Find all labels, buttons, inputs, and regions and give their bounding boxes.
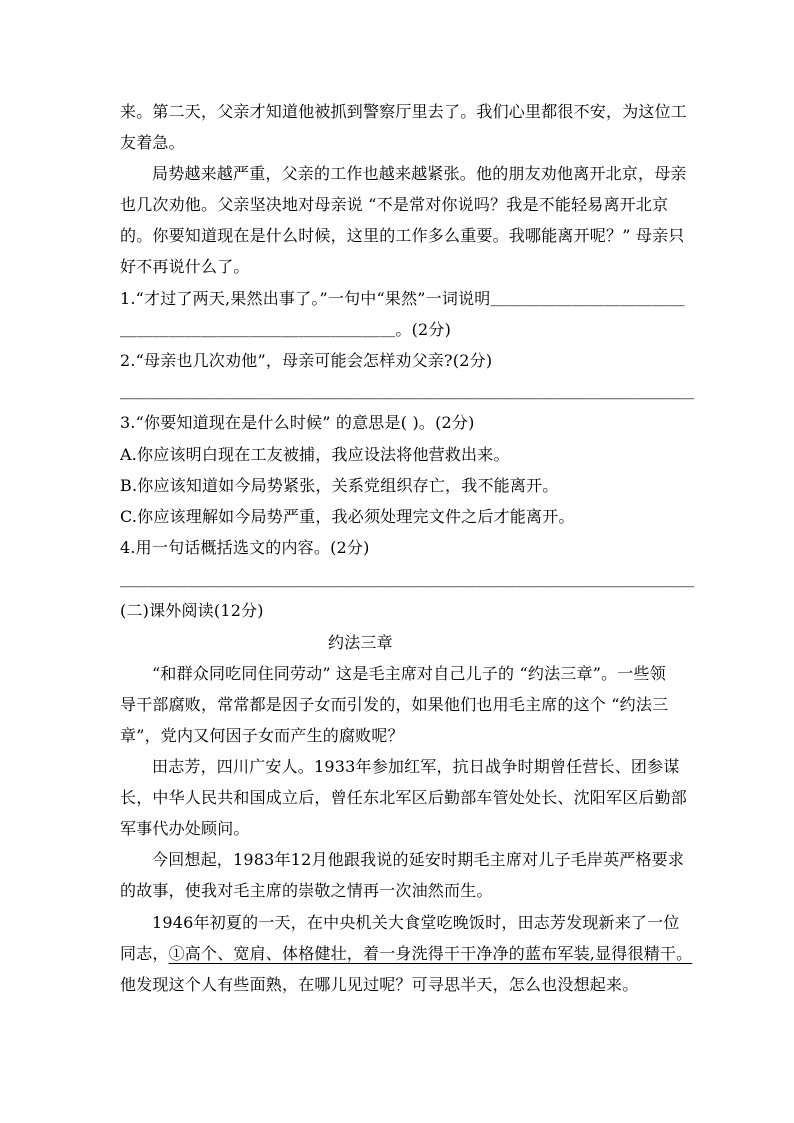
answer-blank-2: ＿＿＿＿＿＿＿＿＿＿＿＿＿＿＿＿＿＿＿＿＿＿＿＿＿＿＿＿＿＿＿＿＿＿＿＿＿＿＿＿＿＿ (120, 382, 695, 401)
option-b: B.你应该知道如今局势紧张，关系党组织存亡，我不能离开。 (120, 476, 559, 495)
option-a: A.你应该明白现在工友被捕，我应设法将他营救出来。 (120, 445, 510, 464)
article-line-start: 同志， (120, 944, 169, 963)
passage-line: 来。第二天，父亲才知道他被抓到警察厅里去了。我们心里都很不安，为这位工 (120, 102, 688, 121)
article-line: 1946年初夏的一天，在中央机关大食堂吃晚饭时，田志芳发现新来了一位 (152, 913, 680, 932)
question-1-continued: ＿＿＿＿＿＿＿＿＿＿＿＿＿＿＿＿＿。(2分) (120, 320, 452, 339)
underlined-sentence: ①高个、宽肩、体格健壮，着一身洗得干干净净的蓝布军装,显得很精干。 (168, 944, 693, 963)
section-heading: (二)课外阅读(12分) (120, 601, 264, 620)
option-c: C.你应该理解如今局势严重，我必须处理完文件之后才能离开。 (120, 507, 575, 526)
passage-line: 友着急。 (120, 133, 185, 152)
article-line: 今回想起，1983年12月他跟我说的延安时期毛主席对儿子毛岸英严格要求 (152, 850, 685, 869)
article-line: 导干部腐败，常常都是因子女而引发的，如果他们也用毛主席的这个 “约法三 (120, 695, 669, 714)
article-line: 他发现这个人有些面熟，在哪儿见过呢？可寻思半天，怎么也没想起来。 (120, 975, 639, 994)
article-line: 田志芳，四川广安人。1933年参加红军，抗日战争时期曾任营长、团参谋 (152, 757, 680, 776)
passage-line: 好不再说什么了。 (120, 257, 250, 276)
answer-blank-4: ＿＿＿＿＿＿＿＿＿＿＿＿＿＿＿＿＿＿＿＿＿＿＿＿＿＿＿＿＿＿＿＿＿＿＿＿＿＿＿＿＿＿ (120, 570, 695, 589)
passage-line: 局势越来越严重，父亲的工作也越来越紧张。他的朋友劝他离开北京，母亲 (152, 164, 687, 183)
article-line: “和群众同吃同住同劳动” 这是毛主席对自己儿子的 “约法三章”。一些领 (152, 664, 666, 683)
question-3: 3.“你要知道现在是什么时候” 的意思是( )。(2分) (120, 413, 475, 432)
article-line: 长，中华人民共和国成立后，曾任东北军区后勤部车管处处长、沈阳军区后勤部 (120, 788, 688, 807)
question-2: 2.“母亲也几次劝他”，母亲可能会怎样劝父亲?(2分) (120, 351, 493, 370)
article-title: 约法三章 (328, 633, 393, 652)
passage-line: 也几次劝他。父亲坚决地对母亲说 “不是常对你说吗？我是不能轻易离开北京 (120, 195, 669, 214)
article-line: 军事代办处顾问。 (120, 819, 250, 838)
article-line (120, 943, 692, 965)
question-4: 4.用一句话概括选文的内容。(2分) (120, 538, 370, 557)
passage-line: 的。你要知道现在是什么时候，这里的工作多么重要。我哪能离开呢？” 母亲只 (120, 226, 685, 245)
question-1: 1.“才过了两天,果然出事了。”一句中“果然”一词说明＿＿＿＿＿＿＿＿＿＿＿＿ (120, 289, 685, 308)
article-line: 章”，党内又何因子女而产生的腐败呢？ (120, 726, 404, 745)
article-line: 的故事，使我对毛主席的崇敬之情再一次油然而生。 (120, 881, 493, 900)
